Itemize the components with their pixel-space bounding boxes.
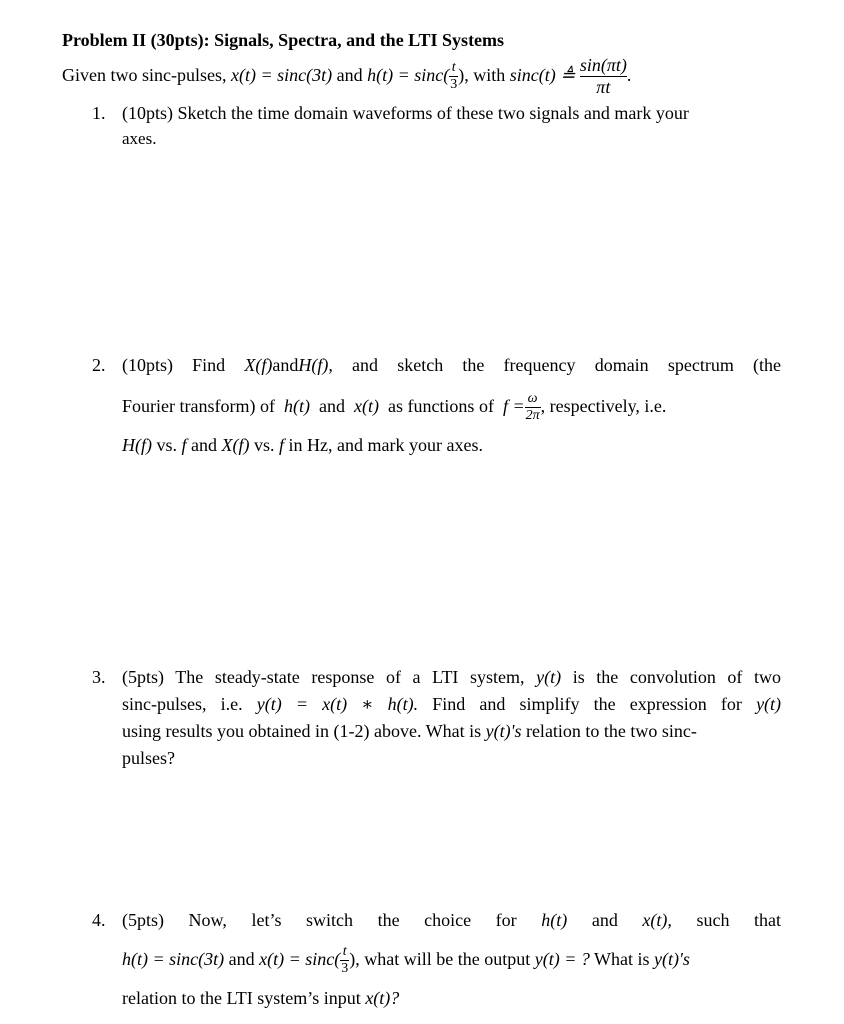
question-4-line1: [92, 910, 781, 931]
q2-ht: h(t): [283, 396, 310, 416]
h-definition-left: h(t) = sinc(: [367, 65, 450, 85]
q3-text-d: Find and simplify the expression for: [432, 694, 742, 714]
problem-title: Problem II (30pts): Signals, Spectra, and the LTI Systems: [62, 30, 505, 50]
q4-x-num: t: [342, 943, 347, 959]
q4-text-b: such that: [696, 910, 782, 930]
q2-text-b: and sketch the frequency domain spectrum (the: [352, 355, 782, 375]
question-2-line1: [92, 355, 781, 376]
q2-f2: f: [279, 435, 285, 455]
question-4-line3: [122, 988, 399, 1009]
q1-line2: axes.: [122, 129, 157, 148]
h-fraction-den: 3: [450, 77, 458, 93]
q4-x-den: 3: [341, 961, 349, 977]
given-and: and: [336, 65, 363, 85]
q2-vs2: vs.: [254, 435, 275, 455]
q4-h-def: h(t) = sinc(3t): [122, 949, 225, 969]
q2-f-eq: f =: [502, 396, 525, 416]
q4-and: and: [591, 910, 618, 930]
q3-number: 3.: [92, 667, 106, 687]
q4-text-d: What is: [594, 949, 650, 969]
q4-text-c: what will be the output: [364, 949, 531, 969]
q2-Hf2: H(f): [122, 435, 152, 455]
q4-yq: y(t) = ?: [534, 949, 590, 969]
q2-Hf: H(f),: [298, 355, 333, 375]
two-pi-den: 2π: [525, 408, 540, 424]
q4-number: 4.: [92, 910, 106, 930]
q4-and2: and: [228, 949, 255, 969]
question-1: [92, 103, 689, 124]
q4-yts: y(t)'s: [654, 949, 690, 969]
q4-x-def-right: ),: [349, 949, 360, 969]
q3-text-b: is the convolution of two: [572, 667, 782, 687]
q3-line4: pulses?: [122, 748, 175, 768]
q2-and: and: [272, 355, 299, 375]
omega-fraction: [525, 392, 541, 424]
q4-text-a: (5pts) Now, let’s switch the choice for: [122, 910, 517, 930]
q4-xt: x(t),: [642, 910, 672, 930]
q4-x-fraction: [340, 945, 349, 977]
q1-line1: (10pts) Sketch the time domain waveforms of these two signals and mark your: [122, 103, 689, 123]
q2-vs1: vs.: [156, 435, 178, 455]
given-lead: Given two sinc-pulses,: [62, 65, 227, 85]
q2-Xf2: X(f): [221, 435, 250, 455]
q2-f1: f: [181, 435, 187, 455]
q3-convolution: y(t) = x(t) ∗ h(t).: [256, 694, 419, 714]
q2-and2: and: [318, 396, 345, 416]
given-with: with: [473, 65, 506, 85]
given-statement: [62, 56, 631, 106]
sinc-fraction-num: sin(πt): [579, 55, 627, 76]
q4-text-e: relation to the LTI system’s input: [122, 988, 361, 1008]
sinc-fraction: [580, 56, 627, 97]
sinc-definition-left: sinc(t) ≜: [509, 65, 576, 85]
q2-number: 2.: [92, 355, 106, 375]
question-3-line2: [122, 694, 781, 715]
q3-yt2: y(t): [756, 694, 782, 714]
q3-text-f: relation to the two sinc-: [525, 721, 697, 741]
q1-number: 1.: [92, 103, 106, 123]
sinc-fraction-den: πt: [596, 77, 611, 98]
question-3-line3: [122, 721, 697, 742]
q3-text-a: (5pts) The steady-state response of a LTI system,: [122, 667, 525, 687]
q2-text-e: , respectively, i.e.: [540, 396, 667, 416]
q4-x-def-left: x(t) = sinc(: [259, 949, 341, 969]
q2-text-a: (10pts) Find: [122, 355, 226, 375]
q4-xq: x(t)?: [365, 988, 400, 1008]
q2-xt: x(t): [353, 396, 379, 416]
q2-text-d: as functions of: [387, 396, 494, 416]
q2-and3: and: [191, 435, 218, 455]
omega-num: ω: [527, 390, 538, 406]
q2-Xf: X(f): [244, 355, 273, 375]
question-4-line2: [122, 937, 690, 981]
x-definition: x(t) = sinc(3t): [230, 65, 333, 85]
q3-text-c: sinc-pulses, i.e.: [122, 694, 243, 714]
q2-text-c: Fourier transform) of: [122, 396, 275, 416]
h-definition-right: ),: [458, 65, 469, 85]
given-end: .: [626, 65, 632, 85]
q3-yt: y(t): [536, 667, 562, 687]
q3-yts: y(t)'s: [485, 721, 522, 741]
q3-text-e: using results you obtained in (1-2) above. What is: [122, 721, 482, 741]
question-2-line2: [122, 384, 666, 428]
q4-ht: h(t): [541, 910, 568, 930]
question-2-line3: [122, 435, 483, 456]
q2-text-f: in Hz, and mark your axes.: [288, 435, 483, 455]
h-fraction: [449, 61, 458, 93]
h-fraction-num: t: [451, 59, 456, 75]
question-3-line1: [92, 667, 781, 688]
